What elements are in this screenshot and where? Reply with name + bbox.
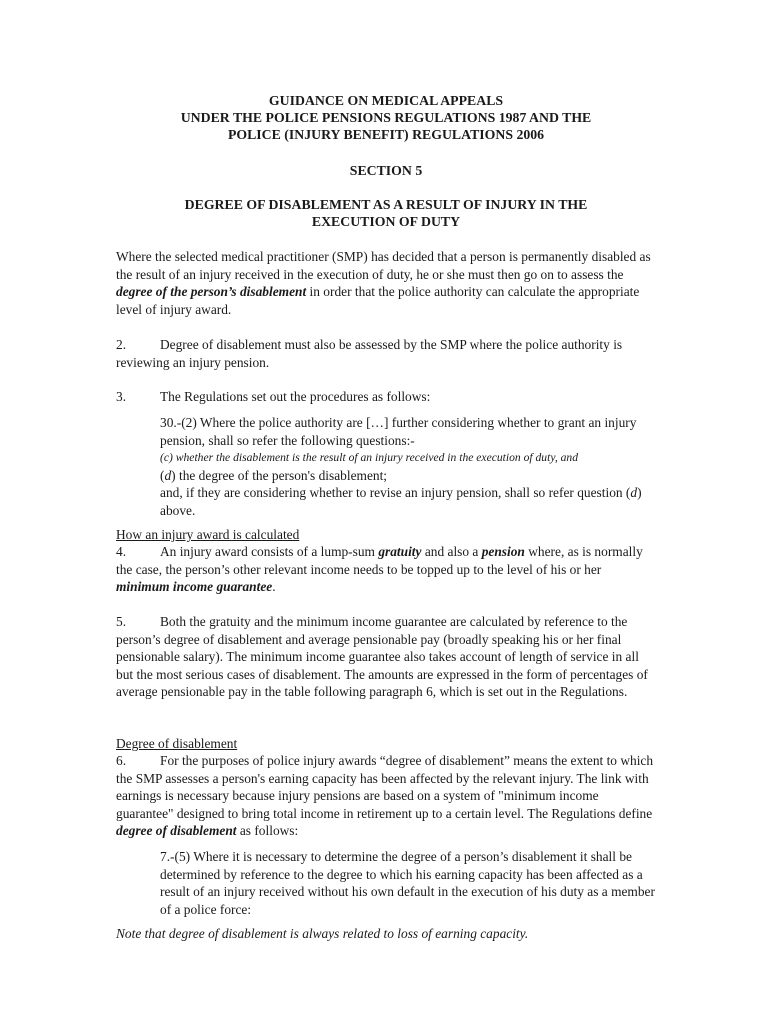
quote-30-item-c: (c) whether the disablement is the result of an injury received in the execution of duty, and	[160, 451, 579, 465]
title-line-2: UNDER THE POLICE PENSIONS REGULATIONS 1987 AND THE	[180, 110, 592, 125]
paragraph-4: 4. An injury award consists of a lump-sum gratuity and also a pension where, as is normally the case, the person’s other relevant income needs to be topped up to the level of his or her minimum income guarantee.	[116, 544, 643, 595]
paragraph-2-text: Degree of disablement must also be assessed by the SMP where the police authority is reviewing an injury pension.	[116, 337, 623, 370]
subtitle-line-1: DEGREE OF DISABLEMENT AS A RESULT OF INJURY IN THE	[184, 197, 588, 212]
document-title	[116, 92, 656, 143]
paragraph-3-text: The Regulations set out the procedures as follows:	[160, 389, 431, 404]
section-number: SECTION 5	[349, 163, 423, 178]
paragraph-5-text: Both the gratuity and the minimum income guarantee are calculated by reference to the person’s degree of disablement and average pensionable pay (broadly speaking his or her final pensionable salary). The minimum income guarantee also takes account of length of service in all but the most serious cases of disablement. The amounts are expressed in the form of percentages of average pensionable pay in the table following paragraph 6, which is set out in the Regulations.	[116, 614, 648, 700]
paragraph-5-number: 5.	[116, 614, 127, 629]
paragraph-6: 6. For the purposes of police injury awards “degree of disablement” means the extent to which the SMP assesses a person's earning capacity has been affected by the relevant injury. The link with earnings is necessary because injury pensions are based on a system of "minimum income guarantee" designed to bring total income in retirement up to a certain level. The Regulations define degree of disablement as follows:	[116, 753, 654, 839]
heading-how-award-calculated: How an injury award is calculated	[116, 527, 300, 542]
paragraph-6-emphasis: degree of disablement	[116, 823, 237, 839]
section-subtitle	[116, 196, 656, 230]
paragraph-5	[116, 613, 656, 701]
paragraph-3-number: 3.	[116, 389, 127, 404]
regulation-quote-30	[160, 414, 656, 520]
paragraph-1-text-a: Where the selected medical practitioner (SMP) has decided that a person is permanently disabled as the result of an injury received in the execution of duty, he or she must then go on to assess the	[116, 249, 651, 282]
title-line-1: GUIDANCE ON MEDICAL APPEALS	[268, 93, 504, 108]
paragraph-2	[116, 336, 656, 371]
paragraph-2-number: 2.	[116, 337, 127, 352]
paragraph-1-text-b: in order that the police authority can calculate the appropriate level of injury award.	[116, 284, 640, 317]
quote-30-closing: and, if they are considering whether to revise an injury pension, shall so refer question (d) above.	[160, 485, 642, 518]
quote-30-item-d-letter: d	[164, 467, 172, 483]
heading-degree-of-disablement: Degree of disablement	[116, 736, 238, 751]
quote-30-intro: 30.-(2) Where the police authority are […] further considering whether to grant an injury pension, shall so refer the following questions:-	[160, 415, 637, 448]
subtitle-line-2: EXECUTION OF DUTY	[311, 214, 461, 229]
regulation-quote-7: 7.-(5) Where it is necessary to determine the degree of a person’s disablement it shall be determined by reference to the degree to which his earning capacity has been affected as a result of an injury received without his own default in the execution of his duty as a member of a police force:	[160, 849, 655, 917]
paragraph-4-number: 4.	[116, 544, 127, 559]
paragraph-4-emphasis-mig: minimum income guarantee	[116, 579, 273, 595]
paragraph-3	[116, 388, 656, 406]
paragraph-1	[116, 248, 656, 318]
closing-note: Note that degree of disablement is always related to loss of earning capacity.	[116, 926, 529, 941]
paragraph-1-emphasis: degree of the person’s disablement	[116, 284, 307, 300]
quote-30-item-d: (d) the degree of the person's disablement;	[160, 467, 388, 483]
paragraph-6-number: 6.	[116, 753, 127, 768]
paragraph-4-emphasis-gratuity: gratuity	[378, 544, 422, 559]
quote-30-closing-letter: d	[630, 485, 638, 501]
paragraph-4-emphasis-pension: pension	[481, 544, 525, 559]
title-line-3: POLICE (INJURY BENEFIT) REGULATIONS 2006	[227, 127, 545, 142]
